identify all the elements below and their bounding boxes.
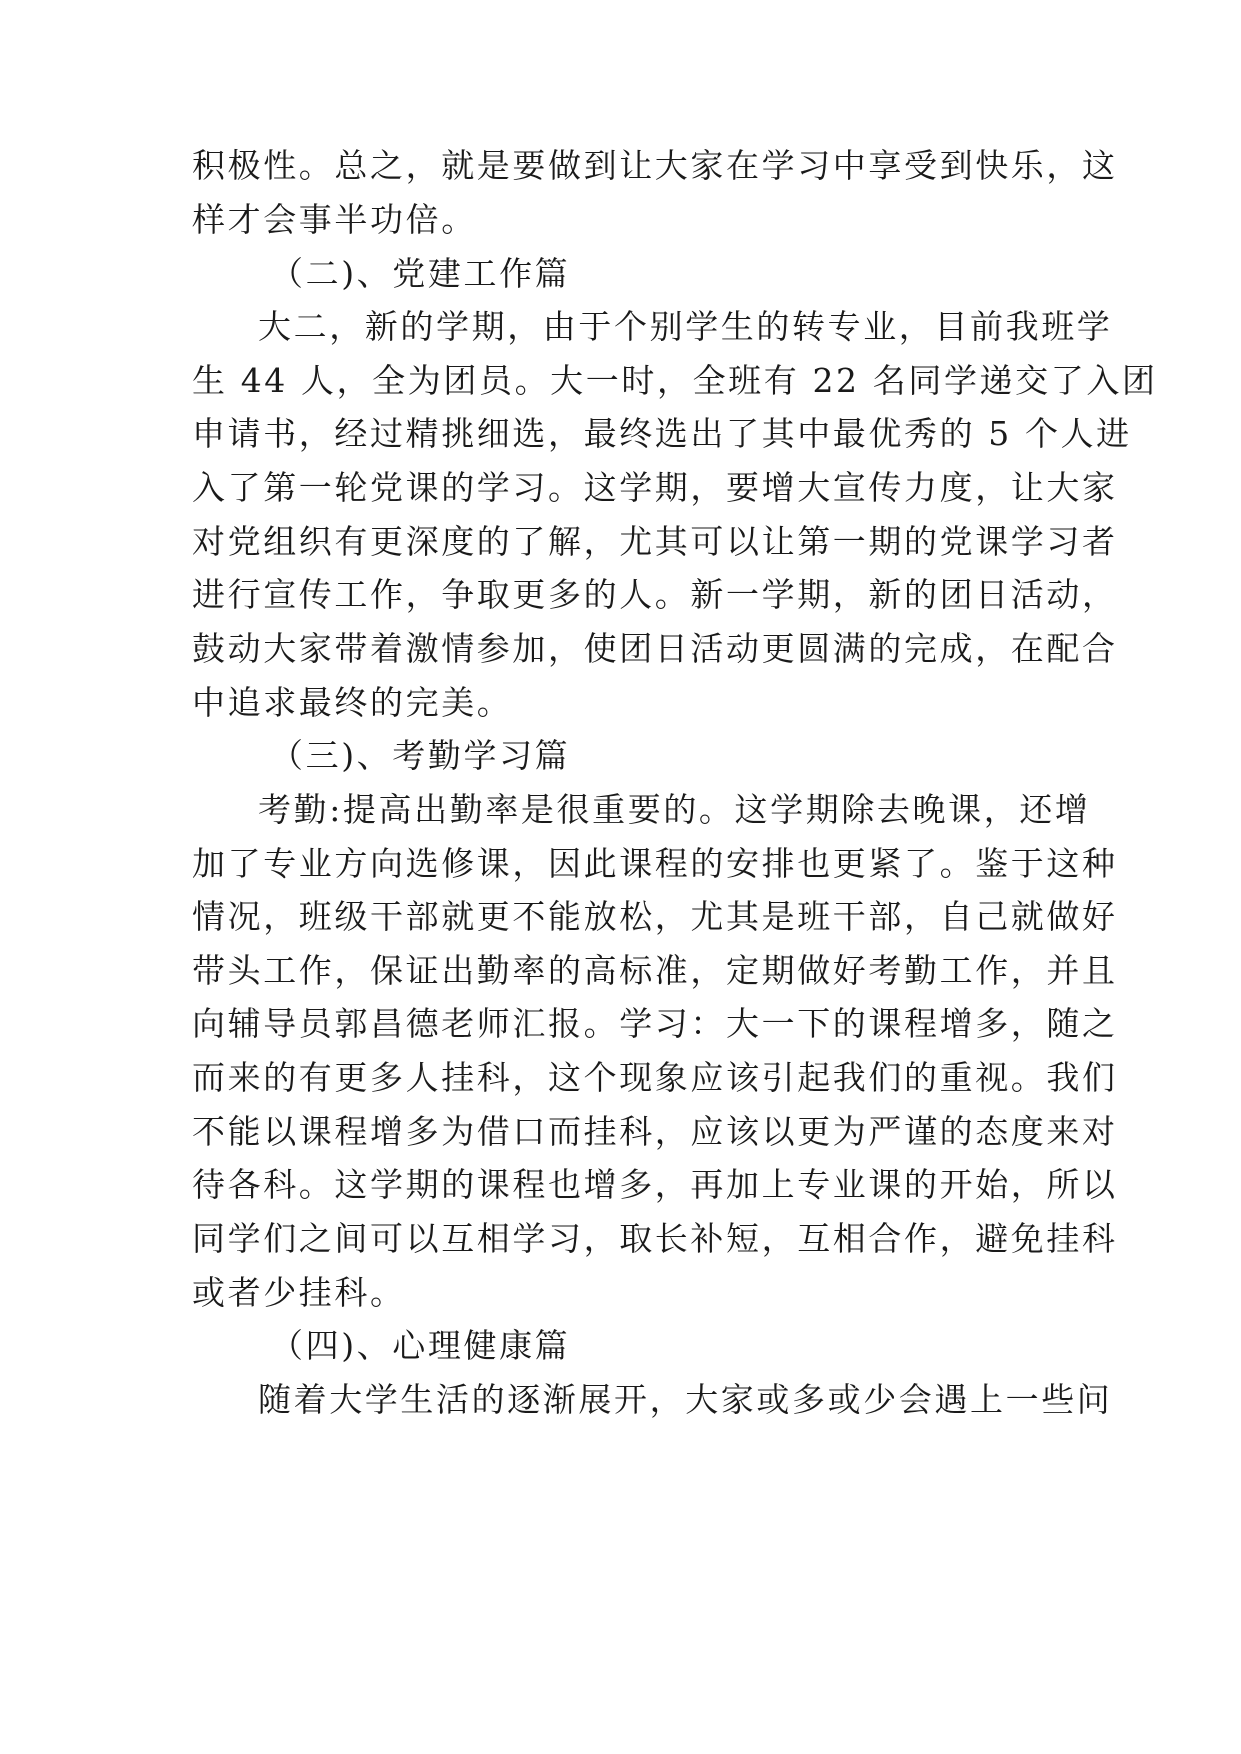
section-heading: （四)、心理健康篇 <box>270 1326 571 1365</box>
section-heading: （二)、党建工作篇 <box>270 254 571 293</box>
paragraph-first-line: 随着大学生活的逐渐展开，大家或多或少会遇上一些问 <box>258 1380 1113 1419</box>
section-heading: （三)、考勤学习篇 <box>270 736 571 775</box>
body-text-line: 加了专业方向选修课，因此课程的安排也更紧了。鉴于这种 <box>192 844 1118 883</box>
body-text-line: 鼓动大家带着激情参加，使团日活动更圆满的完成，在配合 <box>192 629 1118 668</box>
body-text-line: 入了第一轮党课的学习。这学期，要增大宣传力度，让大家 <box>192 468 1118 507</box>
body-text-line: 进行宣传工作，争取更多的人。新一学期，新的团日活动， <box>192 575 1118 614</box>
body-text-line: 情况，班级干部就更不能放松，尤其是班干部，自己就做好 <box>192 897 1118 936</box>
body-text-line: 积极性。总之，就是要做到让大家在学习中享受到快乐，这 <box>192 146 1118 185</box>
body-text-line: 同学们之间可以互相学习，取长补短，互相合作，避免挂科 <box>192 1219 1118 1258</box>
paragraph-first-line: 考勤:提高出勤率是很重要的。这学期除去晚课，还增 <box>258 790 1091 829</box>
body-text-line: 申请书，经过精挑细选，最终选出了其中最优秀的 5 个人进 <box>192 414 1132 453</box>
body-text-line: 向辅导员郭昌德老师汇报。学习：大一下的课程增多，随之 <box>192 1004 1118 1043</box>
body-text-line: 而来的有更多人挂科，这个现象应该引起我们的重视。我们 <box>192 1058 1118 1097</box>
body-text-line: 待各科。这学期的课程也增多，再加上专业课的开始，所以 <box>192 1165 1118 1204</box>
body-text-line: 不能以课程增多为借口而挂科，应该以更为严谨的态度来对 <box>192 1112 1118 1151</box>
body-text-line: 或者少挂科。 <box>192 1273 406 1312</box>
body-text-line: 对党组织有更深度的了解，尤其可以让第一期的党课学习者 <box>192 522 1118 561</box>
body-text-line: 中追求最终的完美。 <box>192 683 513 722</box>
body-text-line: 样才会事半功倍。 <box>192 200 477 239</box>
paragraph-first-line: 大二，新的学期，由于个别学生的转专业，目前我班学 <box>258 307 1113 346</box>
body-text-line: 生 44 人，全为团员。大一时，全班有 22 名同学递交了入团 <box>192 361 1158 400</box>
body-text-line: 带头工作，保证出勤率的高标准，定期做好考勤工作，并且 <box>192 951 1118 990</box>
